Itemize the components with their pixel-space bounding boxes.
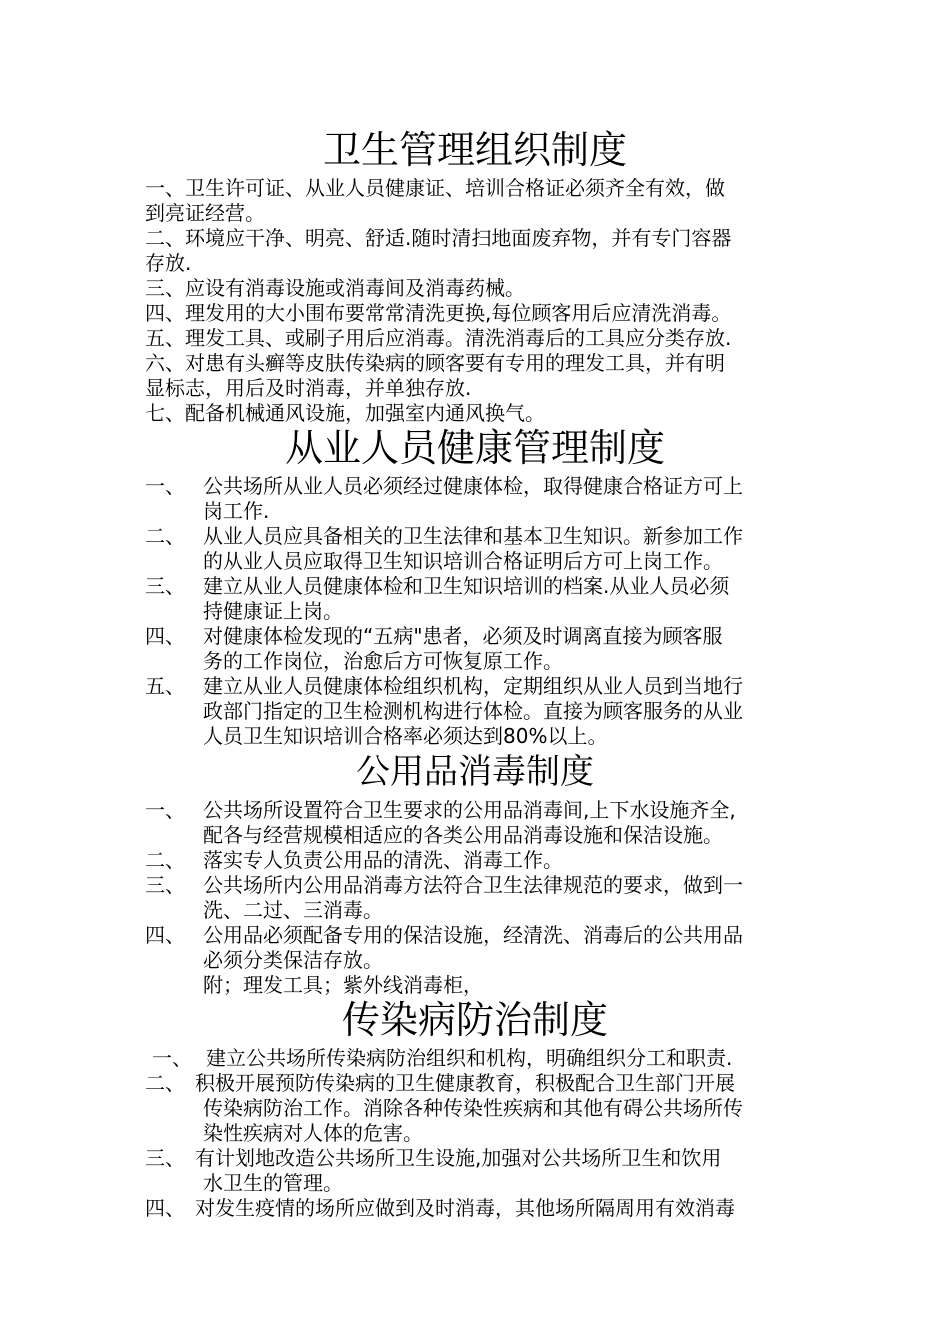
item-line: 建立从业人员健康体检组织机构，定期组织从业人员到当地行 [203, 674, 743, 698]
item-number: 二、 [145, 524, 185, 548]
item-line: 有计划地改造公共场所卫生设施,加强对公共场所卫生和饮用 [195, 1146, 722, 1170]
item-line: 染性疾病对人体的危害。 [203, 1121, 423, 1145]
item-number: 三、 [145, 574, 185, 598]
item-line: 公共场所从业人员必须经过健康体检，取得健康合格证方可上 [203, 474, 743, 498]
item-line: 落实专人负责公用品的清洗、消毒工作。 [203, 848, 563, 872]
item-line: 积极开展预防传染病的卫生健康教育，积极配合卫生部门开展 [195, 1071, 735, 1095]
sec1-line: 存放. [145, 251, 192, 275]
sec1-line: 四、理发用的大小围布要常常清洗更换,每位顾客用后应清洗消毒。 [145, 301, 732, 325]
item-line: 对发生疫情的场所应做到及时消毒，其他场所隔周用有效消毒 [195, 1196, 735, 1220]
item-number: 五、 [145, 674, 185, 698]
item-number: 三、 [145, 1146, 185, 1170]
sec1-line: 六、对患有头癣等皮肤传染病的顾客要有专用的理发工具，并有明 [145, 351, 725, 375]
item-line: 附；理发工具；紫外线消毒柜， [203, 973, 483, 997]
item-line: 对健康体检发现的“五病"患者，必须及时调离直接为顾客服 [203, 624, 723, 648]
item-line: 岗工作. [203, 499, 270, 523]
item-line: 传染病防治工作。消除各种传染性疾病和其他有碍公共场所传 [203, 1096, 743, 1120]
item-number: 一、 [145, 474, 185, 498]
item-line: 政部门指定的卫生检测机构进行体检。直接为顾客服务的从业 [203, 699, 743, 723]
sec1-line: 一、卫生许可证、从业人员健康证、培训合格证必须齐全有效，做 [145, 176, 725, 200]
item-number: 二、 [145, 1071, 185, 1095]
item-number: 一、 [145, 798, 185, 822]
section-title-hygiene-management: 卫生管理组织制度 [322, 128, 627, 172]
item-number: 四、 [145, 624, 185, 648]
item-line: 必须分类保洁存放。 [203, 948, 383, 972]
section-title-staff-health: 从业人员健康管理制度 [284, 426, 665, 470]
sec1-line: 到亮证经营。 [145, 201, 265, 225]
item-number: 四、 [145, 1196, 185, 1220]
sec1-line: 二、环境应干净、明亮、舒适.随时清扫地面废弃物，并有专门容器 [145, 226, 732, 250]
item-number: 二、 [145, 848, 185, 872]
item-line: 的从业人员应取得卫生知识培训合格证明后方可上岗工作。 [203, 549, 723, 573]
item-line: 公共场所内公用品消毒方法符合卫生法律规范的要求，做到一 [203, 873, 743, 897]
item-line: 持健康证上岗。 [203, 599, 343, 623]
item-line: 务的工作岗位，治愈后方可恢复原工作。 [203, 649, 563, 673]
sec1-line: 五、理发工具、或刷子用后应消毒。清洗消毒后的工具应分类存放. [145, 326, 732, 350]
item-line: 公共场所设置符合卫生要求的公用品消毒间,上下水设施齐全, [203, 798, 736, 822]
sec1-line: 七、配备机械通风设施，加强室内通风换气。 [145, 401, 545, 425]
sec1-line: 显标志，用后及时消毒，并单独存放. [145, 376, 472, 400]
item-line: 建立公共场所传染病防治组织和机构，明确组织分工和职责. [206, 1046, 733, 1070]
section-title-public-goods-disinfection: 公用品消毒制度 [356, 752, 594, 792]
section-title-infectious-disease: 传染病防治制度 [341, 998, 608, 1042]
item-line: 建立从业人员健康体检和卫生知识培训的档案.从业人员必须 [203, 574, 730, 598]
item-number: 四、 [145, 923, 185, 947]
item-line: 水卫生的管理。 [203, 1171, 343, 1195]
sec1-line: 三、应设有消毒设施或消毒间及消毒药械。 [145, 276, 525, 300]
item-line: 从业人员应具备相关的卫生法律和基本卫生知识。新参加工作 [203, 524, 743, 548]
item-line: 洗、二过、三消毒。 [203, 898, 383, 922]
item-line: 配各与经营规模相适应的各类公用品消毒设施和保洁设施。 [203, 823, 723, 847]
item-number: 一、 [152, 1046, 192, 1070]
item-line: 公用品必须配备专用的保洁设施，经清洗、消毒后的公共用品 [203, 923, 743, 947]
item-line: 人员卫生知识培训合格率必须达到80%以上。 [203, 724, 608, 748]
item-number: 三、 [145, 873, 185, 897]
